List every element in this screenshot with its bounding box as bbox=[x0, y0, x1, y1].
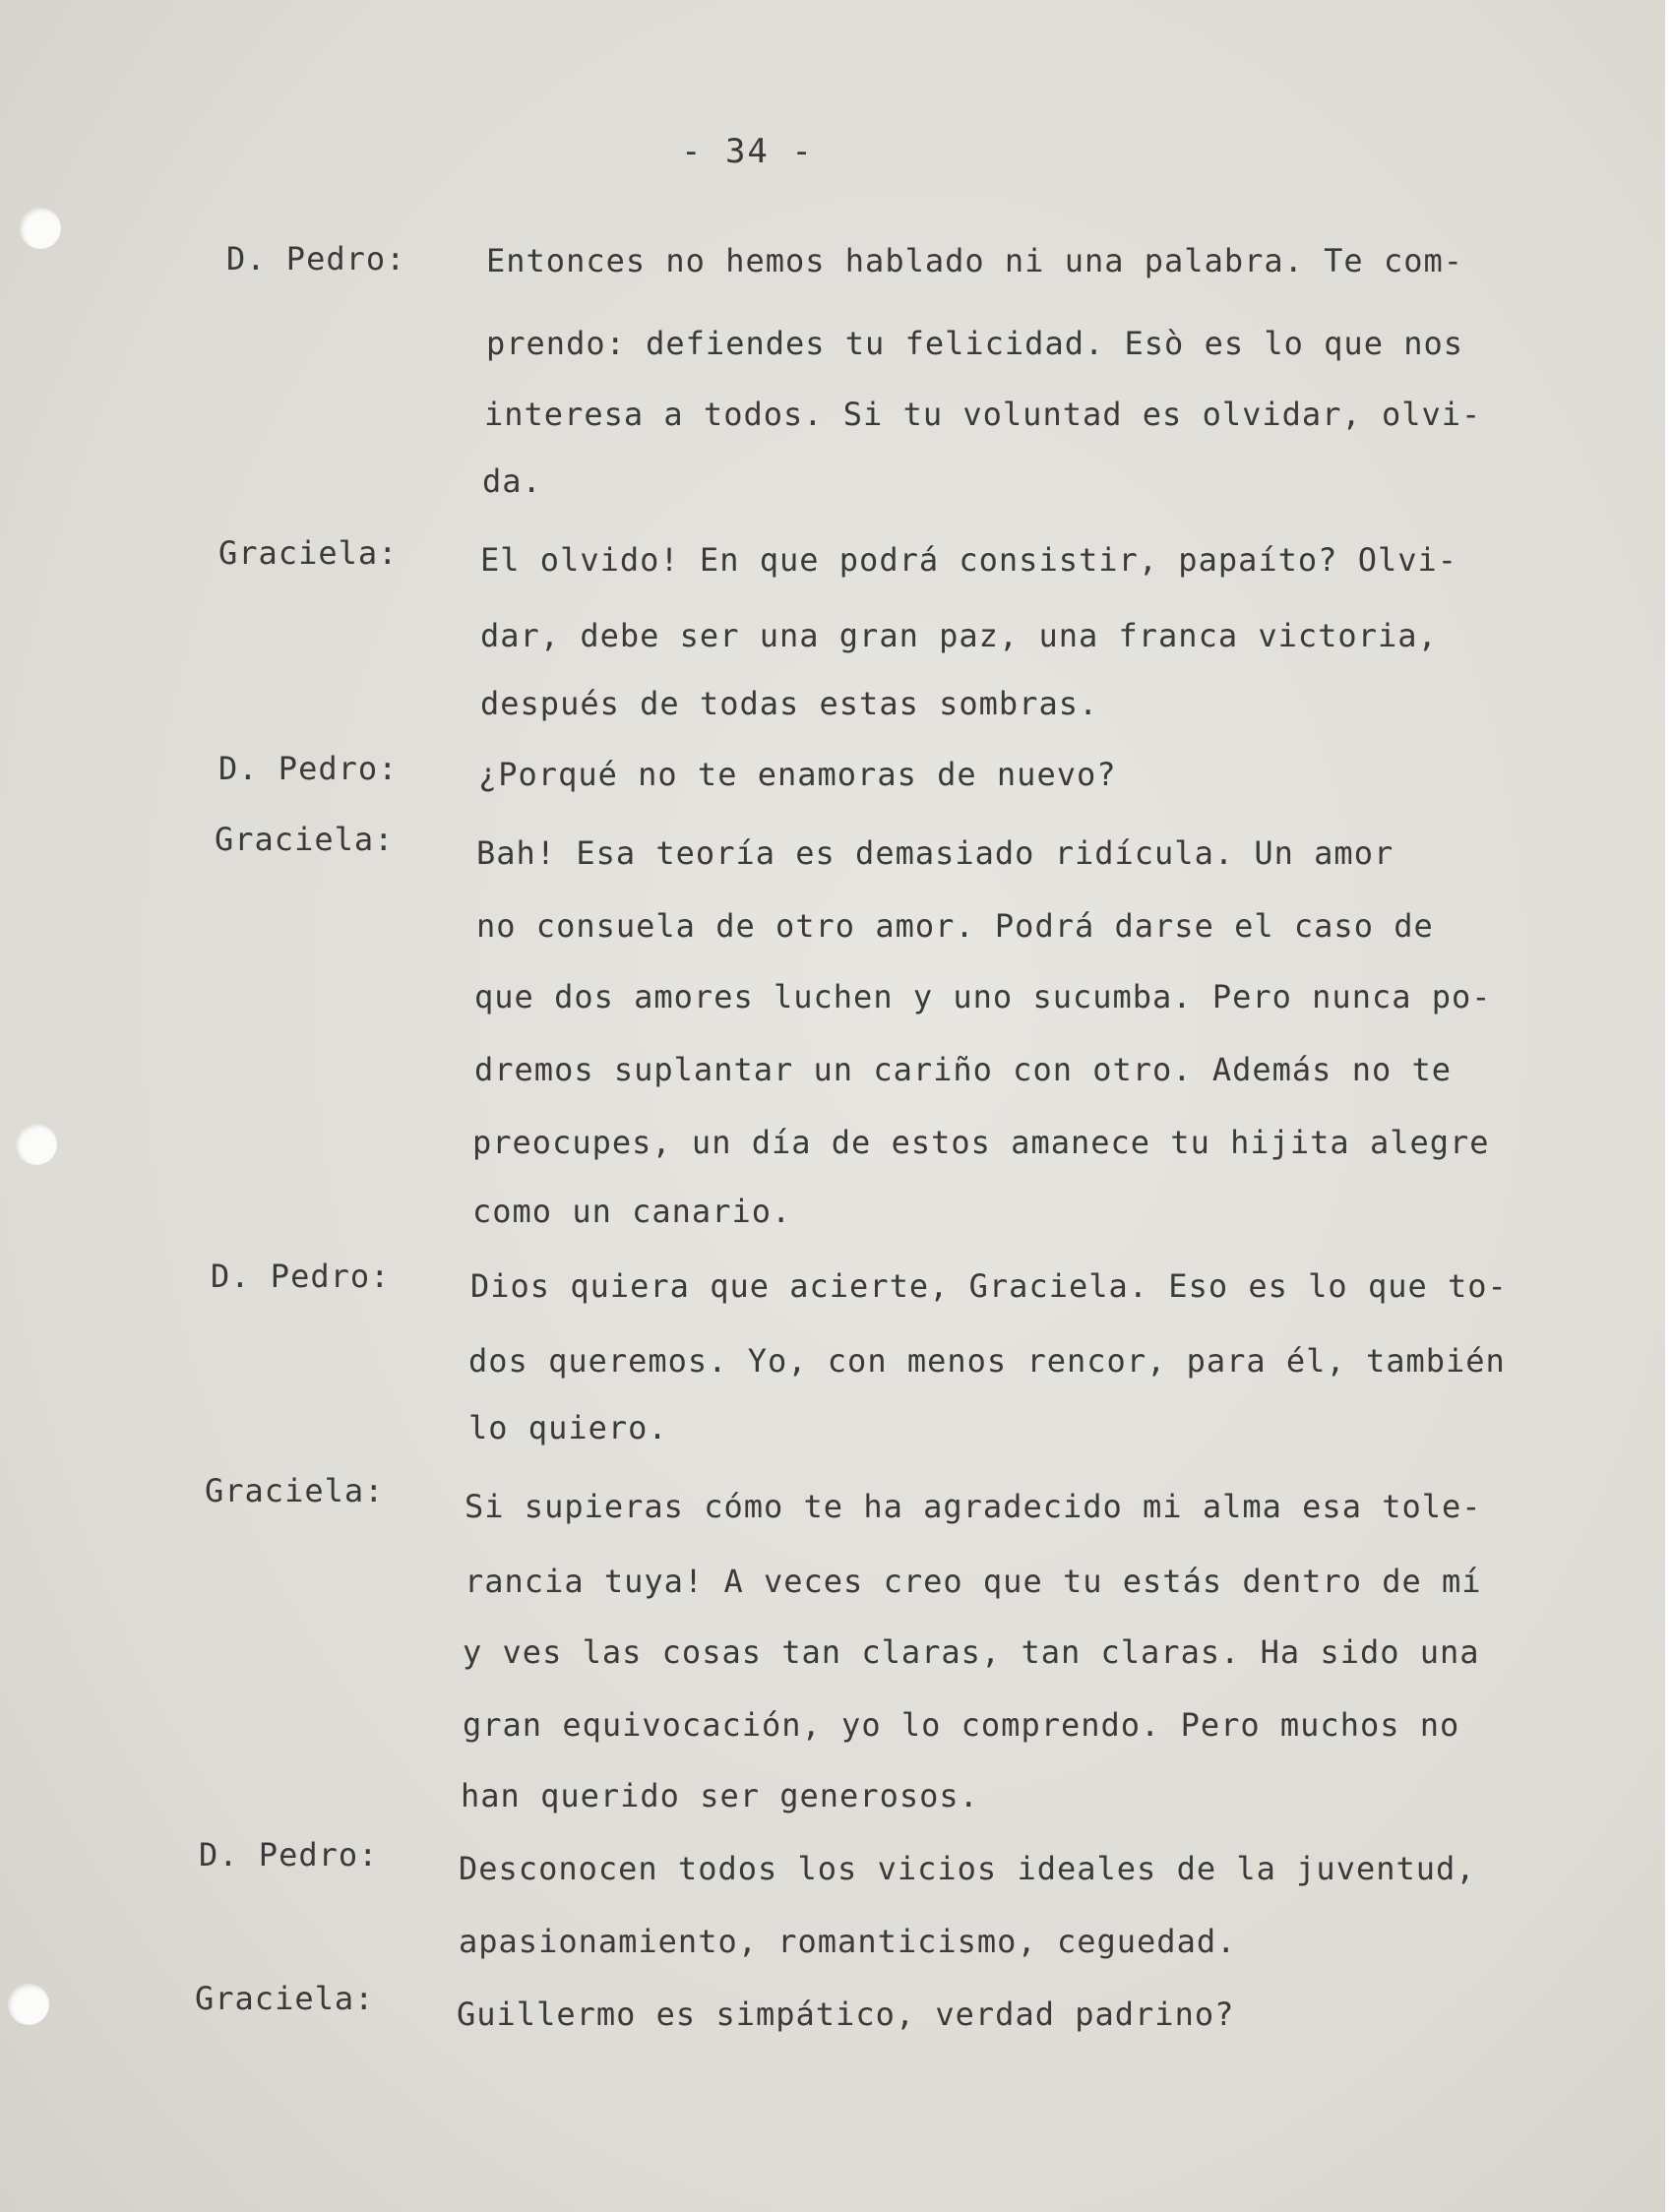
dialogue-line: lo quiero. bbox=[468, 1409, 668, 1446]
dialogue-line: preocupes, un día de estos amanece tu hijita alegre bbox=[472, 1124, 1490, 1161]
dialogue-line: como un canario. bbox=[472, 1193, 792, 1230]
page-number: - 34 - bbox=[681, 132, 814, 171]
dialogue-line: y ves las cosas tan claras, tan claras. Ha sido una bbox=[463, 1633, 1480, 1671]
dialogue-line: han querido ser generosos. bbox=[461, 1777, 979, 1814]
speaker-name: Graciela: bbox=[218, 534, 399, 572]
dialogue-line: prendo: defiendes tu felicidad. Esò es lo que nos bbox=[486, 325, 1464, 362]
dialogue-line: apasionamiento, romanticismo, ceguedad. bbox=[459, 1923, 1237, 1960]
dialogue-line: ¿Porqué no te enamoras de nuevo? bbox=[478, 756, 1117, 793]
dialogue-line: que dos amores luchen y uno sucumba. Pero nunca po- bbox=[474, 978, 1492, 1015]
speaker-name: D. Pedro: bbox=[226, 240, 406, 277]
dialogue-line: Bah! Esa teoría es demasiado ridícula. Un amor bbox=[476, 834, 1394, 872]
dialogue-line: Desconocen todos los vicios ideales de la juventud, bbox=[459, 1850, 1476, 1887]
dialogue-line: rancia tuya! A veces creo que tu estás dentro de mí bbox=[465, 1563, 1482, 1600]
speaker-name: Graciela: bbox=[195, 1980, 375, 2017]
dialogue-line: El olvido! En que podrá consistir, papaíto? Olvi- bbox=[480, 541, 1458, 579]
punch-hole-bottom bbox=[8, 1984, 49, 2025]
dialogue-line: después de todas estas sombras. bbox=[480, 685, 1099, 722]
speaker-name: D. Pedro: bbox=[218, 750, 399, 787]
dialogue-line: gran equivocación, yo lo comprendo. Pero muchos no bbox=[463, 1706, 1460, 1744]
dialogue-line: no consuela de otro amor. Podrá darse el caso de bbox=[476, 907, 1434, 945]
dialogue-line: Entonces no hemos hablado ni una palabra. Te com- bbox=[486, 242, 1464, 279]
dialogue-line: dar, debe ser una gran paz, una franca victoria, bbox=[480, 617, 1438, 654]
speaker-name: Graciela: bbox=[205, 1472, 385, 1509]
dialogue-line: dremos suplantar un cariño con otro. Además no te bbox=[474, 1051, 1453, 1088]
dialogue-line: interesa a todos. Si tu voluntad es olvidar, olvi- bbox=[484, 396, 1482, 433]
dialogue-line: Dios quiera que acierte, Graciela. Eso es lo que to- bbox=[470, 1267, 1508, 1305]
speaker-name: D. Pedro: bbox=[211, 1258, 391, 1295]
punch-hole-top bbox=[20, 208, 61, 249]
dialogue-line: Guillermo es simpático, verdad padrino? bbox=[457, 1996, 1235, 2033]
speaker-name: Graciela: bbox=[215, 821, 395, 858]
speaker-name: D. Pedro: bbox=[199, 1836, 379, 1874]
dialogue-line: dos queremos. Yo, con menos rencor, para él, también bbox=[468, 1342, 1506, 1380]
dialogue-line: Si supieras cómo te ha agradecido mi alma esa tole- bbox=[465, 1488, 1482, 1525]
dialogue-line: da. bbox=[482, 462, 542, 500]
punch-hole-middle bbox=[16, 1124, 57, 1165]
page-edge bbox=[1665, 0, 1673, 2212]
